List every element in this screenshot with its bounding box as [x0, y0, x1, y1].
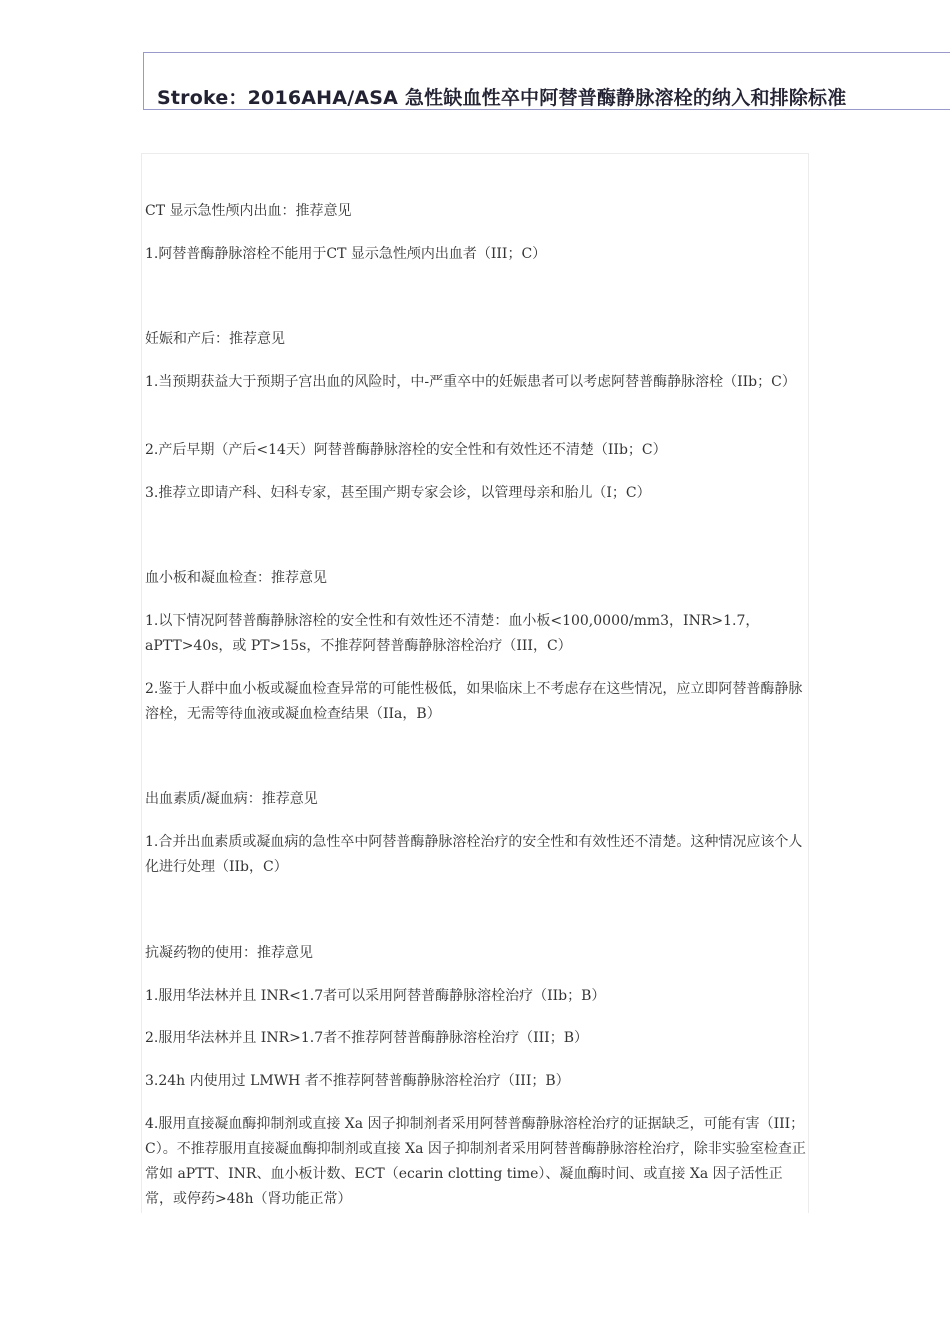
recommendation-item: 1.合并出血素质或凝血病的急性卒中阿替普酶静脉溶栓治疗的安全性和有效性还不清楚。这种情况应该个人化进行处理（IIb，C） — [145, 834, 803, 875]
title-box — [143, 52, 950, 110]
section-heading-pregnancy: 妊娠和产后：推荐意见 — [145, 331, 285, 347]
recommendation-item: 1.以下情况阿替普酶静脉溶栓的安全性和有效性还不清楚：血小板<100,0000/mm3，INR>1.7，aPTT>40s，或 PT>15s，不推荐阿替普酶静脉溶栓治疗（III，C） — [145, 613, 760, 654]
recommendation-item: 3.24h 内使用过 LMWH 者不推荐阿替普酶静脉溶栓治疗（III；B） — [145, 1073, 570, 1089]
recommendation-item: 1.阿替普酶静脉溶栓不能用于CT 显示急性颅内出血者（III；C） — [145, 246, 547, 262]
section-heading-platelet-coagulation: 血小板和凝血检查：推荐意见 — [145, 570, 327, 586]
recommendation-item: 4.服用直接凝血酶抑制剂或直接 Xa 因子抑制剂者采用阿替普酶静脉溶栓治疗的证据缺乏，可能有害（III；C）。不推荐服用直接凝血酶抑制剂或直接 Xa 因子抑制剂者采用阿替普酶静脉溶栓治疗，除非实验室检查正常如 aPTT、INR、血小板计数、ECT（ecarin clotting time）、凝血酶时间、或直接 Xa 因子活性正常，或停药>48h（肾功能正常） — [145, 1116, 806, 1207]
recommendation-item: 2.产后早期（产后<14天）阿替普酶静脉溶栓的安全性和有效性还不清楚（IIb；C） — [145, 442, 667, 458]
recommendation-item: 3.推荐立即请产科、妇科专家，甚至围产期专家会诊，以管理母亲和胎儿（I；C） — [145, 485, 651, 501]
section-heading-ct-hemorrhage: CT 显示急性颅内出血：推荐意见 — [145, 203, 352, 219]
page-title: Stroke：2016AHA/ASA 急性缺血性卒中阿替普酶静脉溶栓的纳入和排除标准 — [157, 87, 847, 109]
section-heading-bleeding-diathesis: 出血素质/凝血病：推荐意见 — [145, 791, 318, 807]
recommendation-item: 1.服用华法林并且 INR<1.7者可以采用阿替普酶静脉溶栓治疗（IIb；B） — [145, 988, 606, 1004]
recommendation-item: 1.当预期获益大于预期子宫出血的风险时，中-严重卒中的妊娠患者可以考虑阿替普酶静脉溶栓（IIb；C） — [145, 374, 796, 390]
article-body — [141, 153, 809, 1213]
recommendation-item: 2.鉴于人群中血小板或凝血检查异常的可能性极低，如果临床上不考虑存在这些情况，应立即阿替普酶静脉溶栓，无需等待血液或凝血检查结果（IIa，B） — [145, 681, 803, 722]
section-heading-anticoagulants: 抗凝药物的使用：推荐意见 — [145, 945, 313, 961]
recommendation-item: 2.服用华法林并且 INR>1.7者不推荐阿替普酶静脉溶栓治疗（III；B） — [145, 1030, 589, 1046]
